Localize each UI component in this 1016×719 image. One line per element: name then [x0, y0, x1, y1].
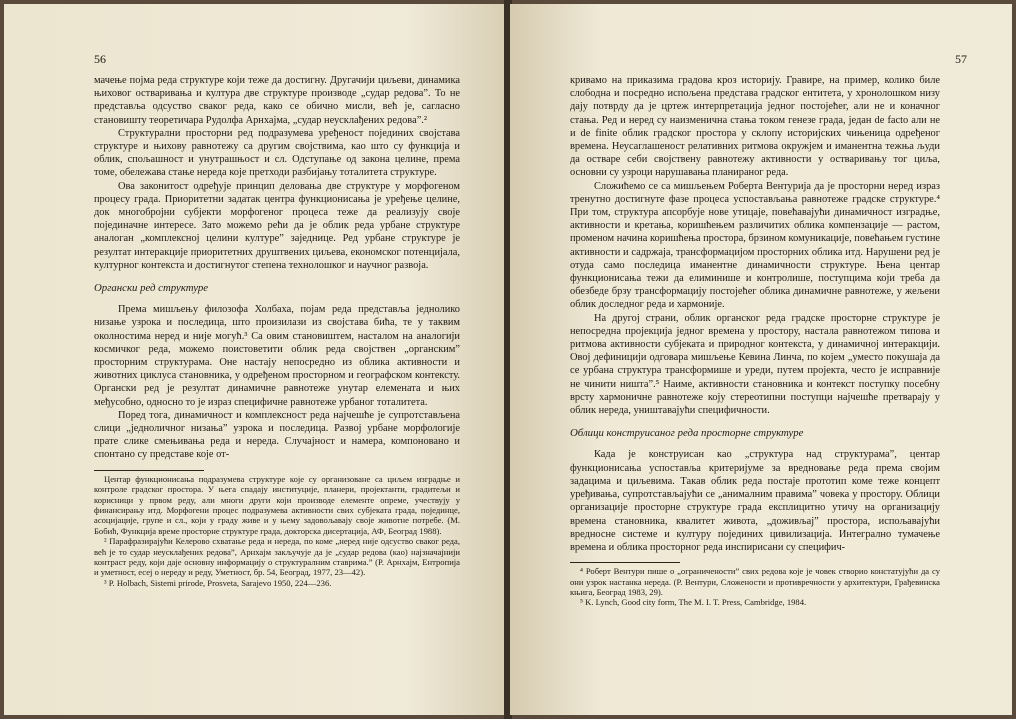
paragraph: Ова законитост одређује принцип деловања две структуре у морфогеном процесу града. Приоритетни задатак центра функционисања је уређење целине, док многобројни субјекти морфогеног процеса теже да реализују своје појединачне интересе. Зато можемо рећи да је облик реда урбане структуре аналоган „комплексној целини културе” заједнице. Ред урбане структуре је резултат интеракције приоритетних друштвених циљева, економског потенцијала, културног контекста и достигнутог степена технолошког и научног развоја.: [94, 180, 460, 271]
left-page: [4, 4, 506, 715]
page-number: 56: [94, 52, 106, 66]
paragraph: На другој страни, облик органског реда градске просторне структуре је непосредна пројекција једног времена у простору, настала равнотежом типова и ритмова активности субјеката и природног контекста, у динамичној интеракцији. Овој дефиницији одговара мишљење Кевина Линча, по којем „уместо покушаја да се урбана структура трансформише и уреди, путем пројекта, често је исправније не чинити ништа”.⁵ Наиме, активности становника и контекст поступку посебну врсту хармоничне равнотеже коју стереотипни поступци најчешће претварају у облик нереда, уништавајући специфичности.: [570, 312, 940, 417]
paragraph: Када је конструисан као „структура над структурама”, центар функционисања успоставља критеријуме за вредновање реда према својим задацима и циљевима. Такав облик реда постаје прототип коме теже концепт уређивања, супротстављајући се „анималним правима” човека у простору. Облици организације просторне структуре града експлицитно утичу на организацију времена становника, квалитет живота, „доживљај” простора, испољавајући вредносне системе и културу појединих цивилизација. Интегрално тумачење времена и облика просторног реда инспирисани су специфич-: [570, 449, 940, 553]
paragraph: Поред тога, динамичност и комплексност реда најчешће је супротстављена слици „једноличног низања” узрока и последица. Развој урбане морфологије прате слике смењивања реда и нереда. Случајност и намера, компоновано и спонтано су представе које от-: [94, 409, 460, 461]
paragraph: кривамо на приказима градова кроз историју. Гравире, на пример, колико биле слободна и посредно испољена представа градског ентитета, у хронолошком низу дају потврду да је цртеж интерпретација једног постојећег, али не и коначног стања. Ред и неред су наизменична стања током генезе града, један de facto али не и de finite облик градског простора у склопу историјских чињеница одређеног времена. Неусаглашеност релативних ритмова окружјем и иманентна тежња људи да остваре себи својствену равнотежу активности у остваривању тог циља, основни су узроци нарушавања планираног реда.: [570, 75, 940, 179]
footnote: ⁴ Роберт Вентури пише о „ограничености” свих редова које је човек створио констатујући да су они узрок настанка нереда. (Р. Вентури, Сложености и противречности у архитектури, Грађевинска књига, Београд 1983, 29).: [570, 566, 940, 597]
section-heading: Органски ред структуре: [94, 282, 209, 295]
footnote: Центар функционисања подразумева структуре које су организоване са циљем изградње и контроле градског простора. У њега спадају институције, планери, пројектанти, градитељи и корисници у првом реду, али многи други који производе елементе опреме, учествују у финансирању итд. Морфогени процес подразумева активности свих субјеката града, појединце, асоцијације, групе и сл., који у граду живе и у њему задовољавају своје животне потребе. (М. Бобић, Функција време просторне структуре града, докторска дисертација, АФ, Београд 1988).: [94, 473, 460, 536]
right-body-text: [570, 74, 940, 608]
footnotes: [94, 474, 460, 588]
right-page: [510, 4, 1012, 715]
footnote: ³ P. Holbach, Sistemi prirode, Prosveta, Sarajevo 1950, 224—236.: [104, 577, 332, 588]
paragraph: мачење појма реда структуре који теже да достигну. Другачији циљеви, динамика њиховог остваривања и култура две структуре производе „судар редова”. То не представља одсуство сваког реда, како се обично мисли, већ је, сагласно становишту теоретичара Рудолфа Арнхајма, „судар неусклађених редова”.²: [94, 75, 460, 126]
paragraph: Структурални просторни ред подразумева уређеност појединих својстава структуре и њихову равнотежу са другим својствима, као што су функција и облик, спољашност и унутрашњост и сл. Одступање од закона целине, према томе, обележава стање нереда које претходи разбијању тоталитета структуре.: [94, 127, 460, 179]
footnote-divider: [570, 562, 680, 563]
paragraph: Сложићемо се са мишљењем Роберта Вентурија да је просторни неред израз тренутно достигнуте фазе процеса успостављања равнотеже градске структуре.⁴ При том, структура апсорбује нове утицаје, повећавајући динамичност изградње, активности и кретања, коришћењем различитих облика компензације — растом, променом начина коришћења простора, брзином комуникације, повећањем густине активности и садржаја, трансформацијом просторних облика итд. Нарушени ред је отуда само последица иманентне динамичности структуре. Њена центар функционисања тежи да елиминише и контролише, поступцима који треба да обезбеде брзу трансформацију постојећег облика динамичне равнотеже, у жељени облик доследног реда и хармоније.: [570, 180, 940, 311]
footnote: ⁵ K. Lynch, Good city form, The M. I. T. Press, Cambridge, 1984.: [580, 597, 807, 608]
footnotes: [570, 566, 940, 608]
left-body-text: [94, 74, 460, 588]
section-heading: Облици конструисаног реда просторне структуре: [570, 427, 804, 440]
footnote: ² Парафразирајући Келерово схватање реда и нереда, по коме „неред није одсуство сваког реда, већ је то судар неусклађених редова”, Арнхајм закључује да је „судар редова (као) најзначајнији контраст реду, који даје основну информацију о структуралним ставрима.” (Р. Арнхајм, Ентропија и уметност, есеј о нереду и реду, Уметност, бр. 54, Београд, 1977, 23—42).: [94, 536, 460, 578]
paragraph: Према мишљењу филозофа Холбаха, појам реда представља једнолико низање узрока и последица, што произилази из својстава бића, те у таквим околностима неред и није могућ.³ Са овим становиштем, насталом на аналогији космичког реда, можемо поистоветити облик реда својствен „органским” просторним структурама. Оне настају непосредно из облика активности и животних циклуса становника, у одређеном просторном и географском контексту. Органски ред је резултат динамичне равнотеже унутар елемената и њих међусобно, односно то је израз специфичне равнотеже урбаног тоталитета.: [94, 304, 460, 408]
footnote-divider: [94, 470, 204, 471]
page-number: 57: [955, 52, 967, 66]
